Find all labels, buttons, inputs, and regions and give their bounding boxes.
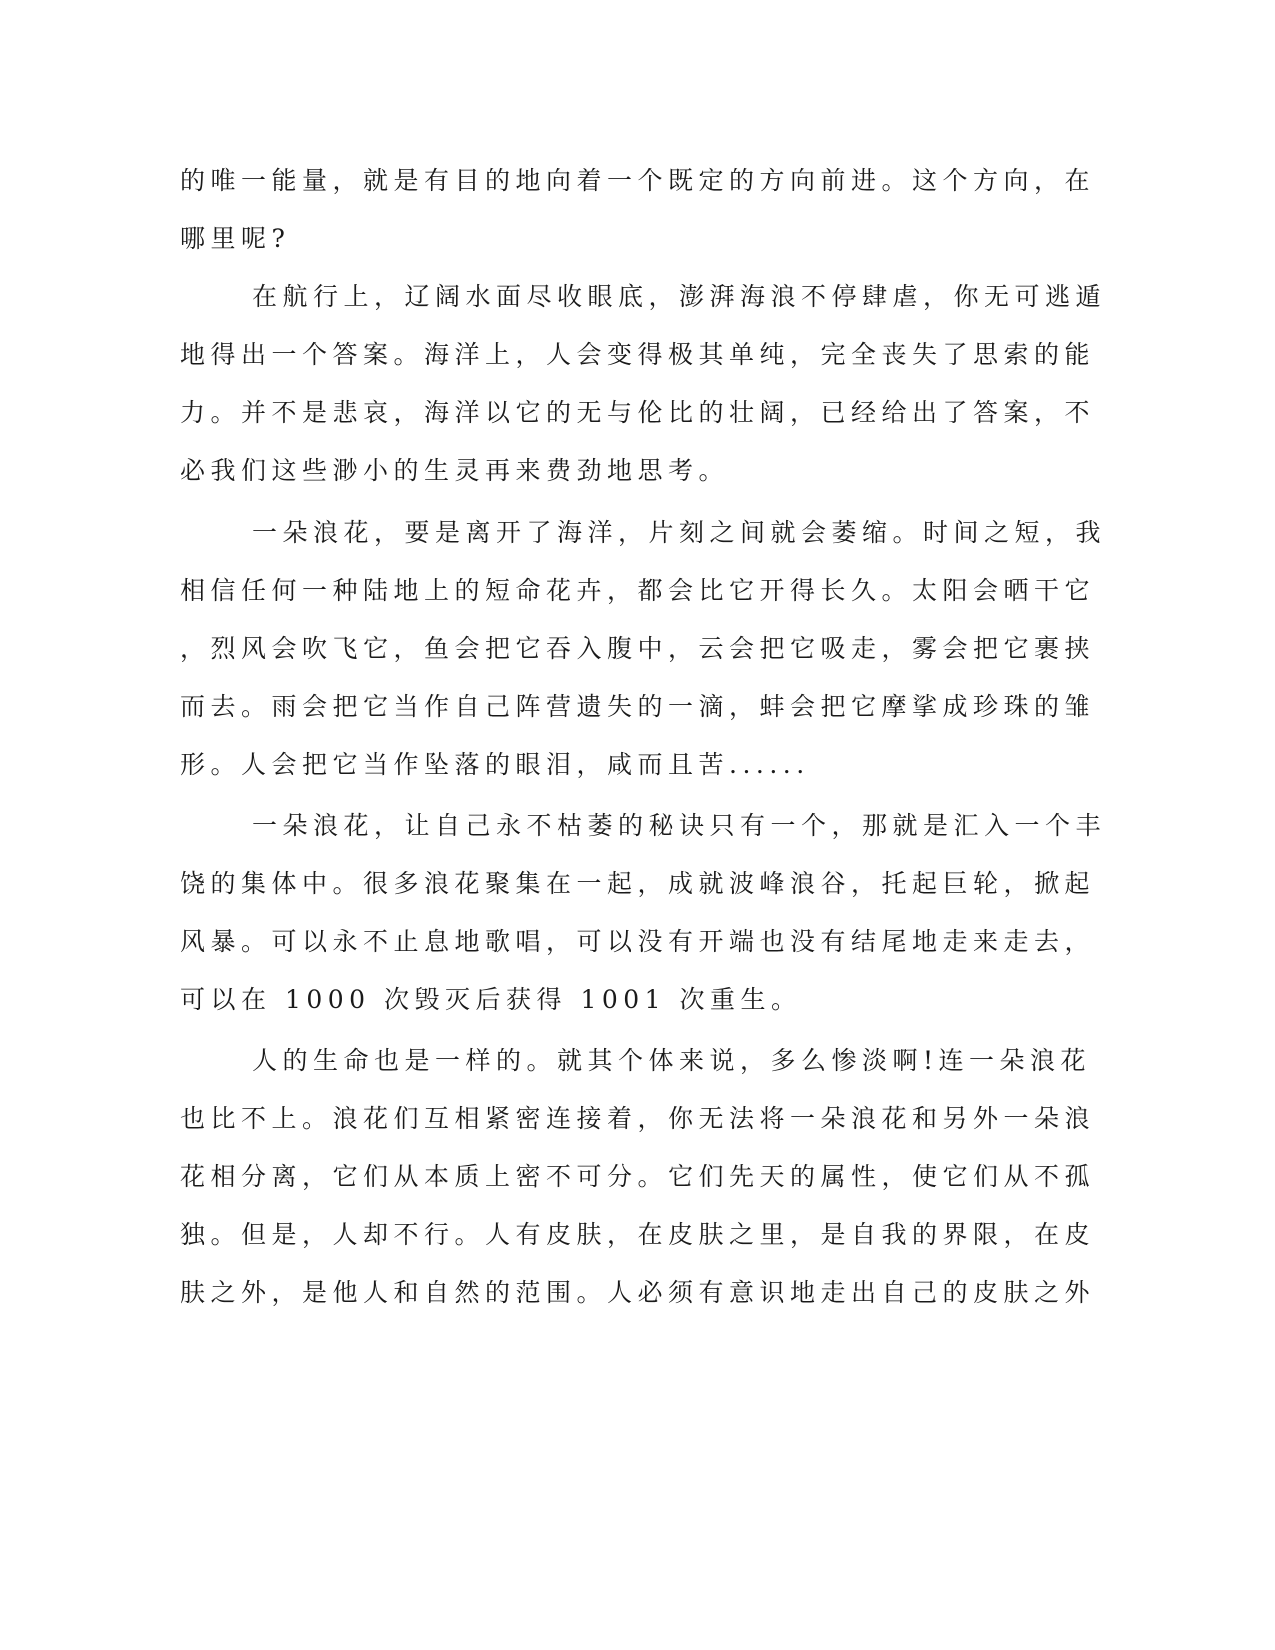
text-line: 一朵浪花，要是离开了海洋，片刻之间就会萎缩。时间之短，我 [252,518,1107,547]
text-line: 而去。雨会把它当作自己阵营遗失的一滴，蚌会把它摩挲成珍珠的雏 [180,692,1096,721]
text-line: 可以在 1000 次毁灭后获得 1001 次重生。 [180,985,802,1014]
text-line: 风暴。可以永不止息地歌唱，可以没有开端也没有结尾地走来走去， [180,927,1096,956]
text-line: 形。人会把它当作坠落的眼泪，咸而且苦...... [180,750,810,779]
text-line: 花相分离，它们从本质上密不可分。它们先天的属性，使它们从不孤 [180,1162,1096,1191]
text-line: 一朵浪花，让自己永不枯萎的秘诀只有一个，那就是汇入一个丰 [252,811,1107,840]
text-line: 肤之外，是他人和自然的范围。人必须有意识地走出自己的皮肤之外 [180,1278,1096,1307]
text-line: 哪里呢? [180,224,291,253]
text-line: 人的生命也是一样的。就其个体来说，多么惨淡啊!连一朵浪花 [252,1046,1092,1075]
text-line: 相信任何一种陆地上的短命花卉，都会比它开得长久。太阳会晒干它 [180,576,1096,605]
text-line: 独。但是，人却不行。人有皮肤，在皮肤之里，是自我的界限，在皮 [180,1220,1096,1249]
text-line: 必我们这些渺小的生灵再来费劲地思考。 [180,456,730,485]
text-line: 在航行上，辽阔水面尽收眼底，澎湃海浪不停肆虐，你无可逃遁 [252,282,1107,311]
text-line: 饶的集体中。很多浪花聚集在一起，成就波峰浪谷，托起巨轮，掀起 [180,869,1096,898]
text-line: 的唯一能量，就是有目的地向着一个既定的方向前进。这个方向，在 [180,166,1096,195]
text-line: 力。并不是悲哀，海洋以它的无与伦比的壮阔，已经给出了答案，不 [180,398,1096,427]
text-line: 也比不上。浪花们互相紧密连接着，你无法将一朵浪花和另外一朵浪 [180,1104,1096,1133]
text-line: 地得出一个答案。海洋上，人会变得极其单纯，完全丧失了思索的能 [180,340,1096,369]
text-line: ，烈风会吹飞它，鱼会把它吞入腹中，云会把它吸走，雾会把它裹挟 [180,634,1096,663]
